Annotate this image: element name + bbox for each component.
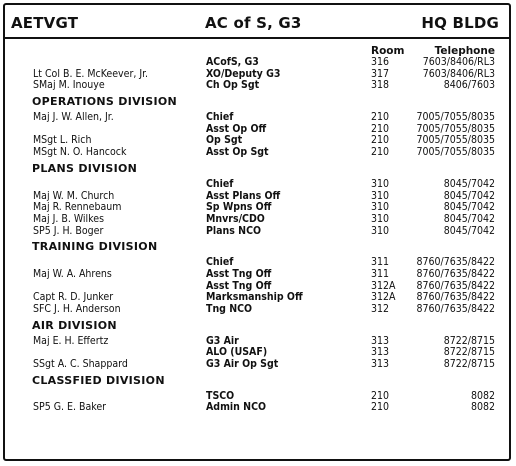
division-title: CLASSFIED DIVISION — [32, 373, 165, 387]
telephone-number: 7005/7055/8035 — [416, 122, 495, 135]
division-title: OPERATIONS DIVISION — [32, 95, 178, 109]
person-name: MSgt N. O. Hancock — [33, 146, 127, 159]
position-title: Chief — [206, 111, 234, 124]
position-title: G3 Air Op Sgt — [206, 358, 279, 371]
telephone-number: 7005/7055/8035 — [416, 146, 495, 159]
position-title: Op Sgt — [206, 134, 243, 147]
person-name: Maj J. W. Allen, Jr. — [33, 111, 114, 124]
position-title: TSCO — [206, 389, 235, 402]
position-title: Asst Plans Off — [206, 189, 281, 202]
telephone-number: 8760/7635/8422 — [416, 291, 495, 304]
division-heading — [5, 318, 509, 334]
directory-list — [5, 57, 509, 414]
position-title: G3 Air — [206, 334, 239, 347]
division-title: TRAINING DIVISION — [32, 240, 158, 254]
directory-entry — [5, 80, 509, 92]
room-number: 311 — [371, 267, 390, 280]
position-title: Admin NCO — [206, 401, 267, 414]
room-number: 312A — [371, 279, 396, 292]
person-name: Maj J. B. Wilkes — [33, 212, 105, 225]
room-number: 311 — [371, 256, 390, 269]
room-number: 210 — [371, 401, 390, 414]
telephone-number: 8760/7635/8422 — [416, 303, 495, 315]
division-heading — [5, 239, 509, 255]
room-number: 210 — [371, 146, 390, 159]
telephone-number: 8722/8715 — [443, 346, 495, 359]
directory-entry — [5, 402, 509, 414]
room-number: 313 — [371, 334, 390, 347]
person-name: Lt Col B. E. McKeever, Jr. — [33, 67, 149, 80]
division-heading — [5, 94, 509, 110]
person-name: SP5 J. H. Boger — [33, 224, 104, 237]
division-title: AIR DIVISION — [32, 318, 117, 332]
position-title: XO/Deputy G3 — [206, 67, 281, 80]
office-title: AC of S, G3 — [205, 14, 302, 32]
person-name: SMaj M. Inouye — [33, 79, 105, 92]
position-title: Ch Op Sgt — [206, 79, 260, 92]
person-name: MSgt L. Rich — [33, 134, 92, 147]
room-number: 210 — [371, 122, 390, 135]
room-number: 210 — [371, 111, 390, 124]
telephone-number: 8722/8715 — [443, 334, 495, 347]
person-name: Maj E. H. Effertz — [33, 334, 109, 347]
telephone-number: 8760/7635/8422 — [416, 279, 495, 292]
room-number: 310 — [371, 212, 390, 225]
position-title: Mnvrs/CDO — [206, 212, 265, 225]
position-title: Asst Op Off — [206, 122, 267, 135]
room-number: 313 — [371, 346, 390, 359]
telephone-number: 8045/7042 — [443, 177, 495, 190]
person-name: Maj R. Rennebaum — [33, 201, 122, 214]
person-name: SSgt A. C. Shappard — [33, 358, 128, 371]
division-title: PLANS DIVISION — [32, 161, 138, 175]
position-title: Chief — [206, 177, 234, 190]
person-name: Capt R. D. Junker — [33, 291, 114, 304]
position-title: Tng NCO — [206, 303, 253, 315]
telephone-number: 8722/8715 — [443, 358, 495, 371]
telephone-number: 7005/7055/8035 — [416, 111, 495, 124]
room-column-header: Room — [371, 45, 405, 57]
position-title: Marksmanship Off — [206, 291, 303, 304]
person-name: Maj W. A. Ahrens — [33, 267, 112, 280]
telephone-number: 8760/7635/8422 — [416, 256, 495, 269]
division-heading — [5, 161, 509, 177]
person-name: Maj W. M. Church — [33, 189, 115, 202]
room-number: 313 — [371, 358, 390, 371]
telephone-number: 8406/7603 — [443, 79, 495, 92]
position-title: Asst Tng Off — [206, 279, 272, 292]
person-name: SP5 G. E. Baker — [33, 401, 107, 414]
telephone-number: 8045/7042 — [443, 201, 495, 214]
directory-entry — [5, 304, 509, 316]
telephone-number: 8760/7635/8422 — [416, 267, 495, 280]
position-title: ACofS, G3 — [206, 56, 259, 68]
position-title: Chief — [206, 256, 234, 269]
position-title: Sp Wpns Off — [206, 201, 272, 214]
page-header — [5, 5, 509, 35]
room-number: 310 — [371, 177, 390, 190]
room-number: 312 — [371, 303, 390, 315]
room-number: 210 — [371, 134, 390, 147]
building-label: HQ BLDG — [421, 14, 499, 32]
header-divider — [5, 37, 509, 39]
directory-entry — [5, 214, 509, 226]
telephone-number: 7603/8406/RL3 — [422, 56, 495, 68]
room-number: 318 — [371, 79, 390, 92]
room-number: 317 — [371, 67, 390, 80]
telephone-number: 8082 — [470, 389, 495, 402]
room-number: 310 — [371, 201, 390, 214]
position-title: Plans NCO — [206, 224, 262, 237]
room-number: 312A — [371, 291, 396, 304]
division-heading — [5, 373, 509, 389]
telephone-number: 8045/7042 — [443, 224, 495, 237]
directory-entry — [5, 57, 509, 69]
position-title: Asst Op Sgt — [206, 146, 269, 159]
directory-entry — [5, 179, 509, 191]
position-title: ALO (USAF) — [206, 346, 268, 359]
room-number: 210 — [371, 389, 390, 402]
directory-page — [3, 3, 511, 461]
directory-entry — [5, 269, 509, 281]
office-code: AETVGT — [11, 14, 79, 32]
room-number: 316 — [371, 56, 390, 68]
room-number: 310 — [371, 224, 390, 237]
telephone-number: 7005/7055/8035 — [416, 134, 495, 147]
telephone-number: 8045/7042 — [443, 189, 495, 202]
telephone-column-header: Telephone — [434, 45, 495, 57]
directory-entry — [5, 226, 509, 238]
directory-entry — [5, 147, 509, 159]
position-title: Asst Tng Off — [206, 267, 272, 280]
telephone-number: 8082 — [470, 401, 495, 414]
directory-entry — [5, 359, 509, 371]
telephone-number: 7603/8406/RL3 — [422, 67, 495, 80]
room-number: 310 — [371, 189, 390, 202]
telephone-number: 8045/7042 — [443, 212, 495, 225]
person-name: SFC J. H. Anderson — [33, 303, 121, 315]
directory-entry — [5, 112, 509, 124]
